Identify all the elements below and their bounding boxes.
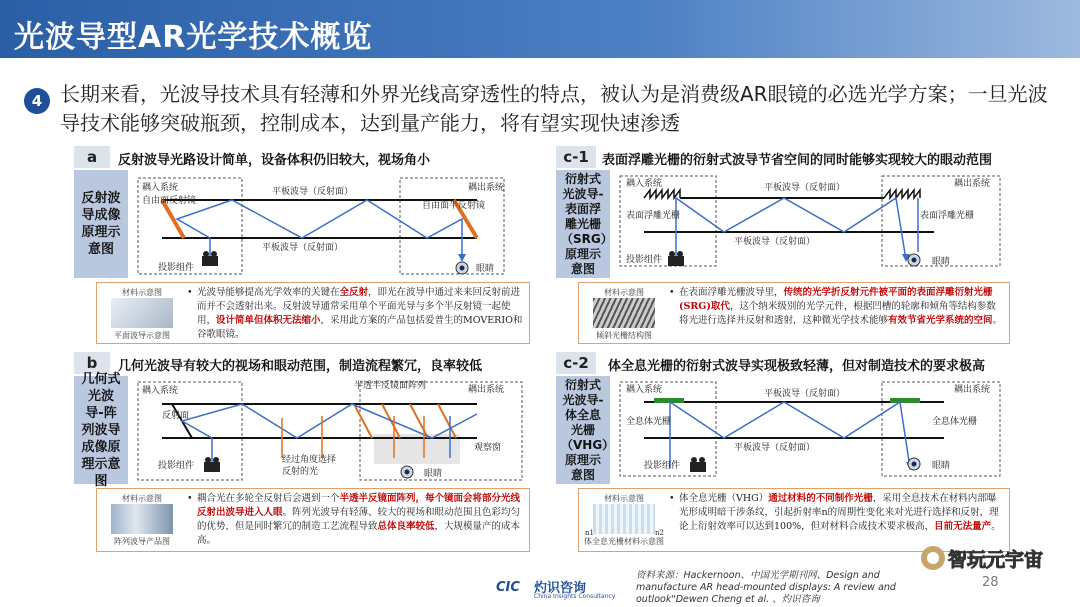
panel-a-description: • 光波导能够提高光学效率的关键在全反射，即光在波导中通过来来回反射前进而并不会透射出来。反射波导通常采用单个平面光导与多个半反射镜一起使用，设计简单但体积无法缩小，采用此方案的产品包括爱普生的MOVERIO和谷歌眼镜。 (187, 287, 523, 340)
eye-icon (456, 262, 468, 274)
panel-c1-description: • 在表面浮雕光栅波导里，传统的光学折反射元件被平面的表面浮雕衍射光栅(SRG)取代，这个纳米级别的光学元件，根据凹槽的轮廓和倾角等结构参数将光进行选择并反射和透射，这种微光学技术能够有效节省光学系统的空间。 (669, 287, 1003, 326)
panel-c2-coupling-out-label: 耦出系统 (954, 385, 991, 395)
panel-a-diagram (132, 170, 528, 280)
watermark: 智玩元宇宙 (918, 541, 1068, 575)
panel-b-description: • 耦合光在多轮全反射后会遇到一个半透半反镜面阵列，每个镜面会将部分光线反射出波导进入人眼。阵列光波导有轻薄、较大的视场和眼动范围且色彩均匀的优势，但是同时繁冗的制造工艺流程导致总体良率较低，大规模量产的成本高。 (187, 493, 521, 546)
eye-icon (908, 254, 920, 266)
panel-c1-material-thumb: 材料示意图 倾斜光栅结构图 (583, 287, 665, 339)
panel-b-window-label: 观察窗 (474, 443, 502, 453)
panel-b-diagram (132, 376, 528, 486)
panel-a-half-mirror-label: 自由面半反射镜 (422, 201, 486, 211)
panel-c2-grating-left-label: 全息体光栅 (626, 417, 672, 427)
title-bar (0, 0, 1080, 58)
panel-b-description-box (96, 488, 530, 552)
reflective-waveguide-diagram (132, 170, 528, 280)
panel-c2-description: • 体全息光栅（VHG）通过材料的不同制作光栅，采用全息技术在材料内部曝光形成明暗干涉条纹，引起折射率n的周期性变化来对光进行选择和反射，理论上衍射效率可以达到100%，但对材料合成技术要求极高，目前无法量产。 (669, 493, 1001, 532)
page-number: 28 (982, 575, 999, 590)
panel-c2-material-thumb: 材料示意图 n1 n2 体全息光栅材料示意图 (584, 494, 664, 546)
panel-c2-coupling-in-label: 耦入系统 (626, 385, 663, 395)
n1-label: n1 (585, 529, 594, 537)
panel-c1-coupling-in-label: 耦入系统 (626, 179, 663, 189)
panel-c1-eye-label: 眼睛 (932, 257, 951, 267)
panel-a-material-thumb: 材料示意图 平面波导示意图 (101, 287, 183, 339)
panel-b-coupling-in-label: 耦入系统 (142, 386, 179, 396)
slanted-grating-image (593, 298, 655, 328)
eye-icon (401, 466, 413, 478)
panel-c2-plate-bottom-label: 平板波导（反射面） (734, 443, 816, 453)
panel-b-tag: b (74, 352, 110, 374)
panel-c1-heading: 表面浮雕光栅的衍射式波导节省空间的同时能够实现较大的眼动范围 (602, 153, 993, 168)
lead-number-badge: 4 (24, 88, 50, 114)
n2-label: n2 (655, 529, 664, 537)
source-note: 资料来源：Hackernoon、中国光学期刊网、Design and manufacture AR head-mounted displays: A review and outlook"Dewen Cheng et al. 、灼识咨询 (636, 570, 896, 605)
panel-c1-plate-top-label: 平板波导（反射面） (764, 183, 846, 193)
cic-logo: CIC 灼识咨询 China Insights Consultancy (496, 580, 616, 600)
srg-waveguide-diagram (614, 170, 1010, 280)
vhg-waveguide-diagram (614, 376, 1010, 486)
page-title: 光波导型AR光学技术概览 (14, 20, 373, 55)
vhg-material-image (593, 504, 655, 534)
panel-a-side-label: 反射波导成像原理示意图 (74, 170, 128, 278)
panel-c1-description-box (578, 282, 1010, 344)
panel-c2-diagram (614, 376, 1010, 486)
vhg-grating-left (654, 398, 684, 403)
panel-c1-diagram (614, 170, 1010, 280)
panel-c2-tag: c-2 (556, 352, 596, 374)
panel-b-reflector-label: 反射面 (162, 411, 190, 421)
planar-waveguide-image (111, 298, 173, 328)
panel-c1-projector-label: 投影组件 (626, 255, 663, 265)
panel-a-coupling-out-label: 耦出系统 (468, 183, 505, 193)
panel-a-freeform-mirror-label: 自由面反射镜 (142, 196, 197, 206)
panel-c2-grating-right-label: 全息体光栅 (932, 417, 978, 427)
panel-c2-eye-label: 眼睛 (932, 461, 951, 471)
panel-c1-plate-bottom-label: 平板波导（反射面） (734, 237, 816, 247)
panel-b-projector-label: 投影组件 (158, 461, 195, 471)
lead-text: 长期来看，光波导技术具有轻薄和外界光线高穿透性的特点，被认为是消费级AR眼镜的必选光学方案；一旦光波导技术能够突破瓶颈，控制成本，达到量产能力，将有望实现快速渗透 (60, 82, 1048, 135)
panel-b-side-label: 几何式光波导-阵列波导成像原理示意图 (74, 376, 128, 484)
panel-c2-plate-top-label: 平板波导（反射面） (764, 389, 846, 399)
panel-c1-coupling-out-label: 耦出系统 (954, 179, 991, 189)
panel-c1-tag: c-1 (556, 146, 596, 168)
panel-c2-projector-label: 投影组件 (644, 461, 681, 471)
panel-a-description-box (96, 282, 530, 344)
watermark-logo-icon (920, 545, 946, 571)
array-waveguide-product-image (111, 504, 173, 534)
panel-b-heading: 几何光波导有较大的视场和眼动范围，制造流程繁冗，良率较低 (118, 359, 483, 374)
geometric-array-waveguide-diagram (132, 376, 528, 486)
panel-a-plate-top-label: 平板波导（反射面） (272, 187, 354, 197)
panel-a-plate-bottom-label: 平板波导（反射面） (262, 243, 344, 253)
panel-a-eye-label: 眼睛 (476, 264, 495, 274)
vhg-grating-right (890, 398, 920, 403)
panel-b-angle-label: 经过角度选择 (282, 455, 337, 465)
eye-icon (908, 458, 920, 470)
panel-a-coupling-in-label: 耦入系统 (142, 183, 179, 193)
panel-b-angle-label-2: 反射的光 (282, 467, 319, 477)
panel-a-heading: 反射波导光路设计简单，设备体积仍旧较大，视场角小 (118, 153, 431, 168)
panel-b-eye-label: 眼睛 (424, 469, 443, 479)
panel-c1-grating-right-label: 表面浮雕光栅 (920, 211, 975, 221)
panel-b-material-thumb: 材料示意图 阵列波导产品图 (101, 493, 183, 545)
panel-b-coupling-out-label: 耦出系统 (468, 385, 505, 395)
panel-c1-side-label: 衍射式光波导-表面浮雕光栅（SRG）原理示意图 (556, 170, 610, 278)
panel-c2-heading: 体全息光栅的衍射式波导实现极致轻薄，但对制造技术的要求极高 (608, 359, 986, 374)
panel-c2-side-label: 衍射式光波导-体全息光栅（VHG）原理示意图 (556, 376, 610, 484)
panel-a-tag: a (74, 146, 110, 168)
projector-icon (690, 457, 706, 472)
panel-c1-grating-left-label: 表面浮雕光栅 (626, 211, 681, 221)
panel-a-projector-label: 投影组件 (158, 263, 195, 273)
panel-b-mirror-array-label: 半透半反镜面阵列 (354, 381, 427, 391)
